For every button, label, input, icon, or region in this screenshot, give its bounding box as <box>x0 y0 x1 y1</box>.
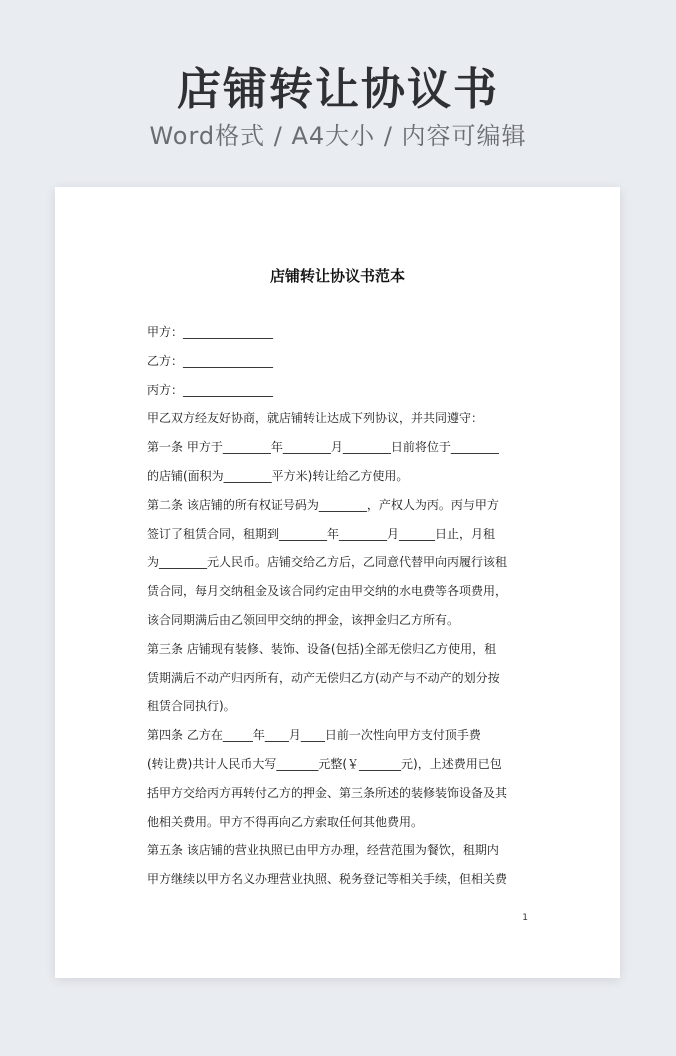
article-2-line-4: 赁合同，每月交纳租金及该合同约定由甲交纳的水电费等各项费用， <box>147 584 508 599</box>
page-number: 1 <box>522 913 528 923</box>
banner-subtitle: Word格式 / A4大小 / 内容可编辑 <box>149 122 527 150</box>
party-b-line: 乙方：_______________ <box>147 353 274 368</box>
article-1-line-1: 第一条 甲方于________年________月________日前将位于________ <box>147 440 499 455</box>
article-3-line-1: 第三条 店铺现有装修、装饰、设备(包括)全部无偿归乙方使用，租 <box>147 641 497 656</box>
article-4-line-3: 括甲方交给丙方再转付乙方的押金、第三条所述的装修装饰设备及其 <box>147 785 508 800</box>
article-4-line-1: 第四条 乙方在_____年____月____日前一次性向甲方支付顶手费 <box>147 728 481 743</box>
document-title: 店铺转让协议书范本 <box>269 267 405 285</box>
party-a-line: 甲方：_______________ <box>147 325 274 339</box>
article-4-line-4: 他相关费用。甲方不得再向乙方索取任何其他费用。 <box>147 814 424 829</box>
article-1-line-2: 的店铺(面积为________平方米)转让给乙方使用。 <box>147 468 409 483</box>
article-5-line-1: 第五条 该店铺的营业执照已由甲方办理，经营范围为餐饮，租期内 <box>147 843 499 858</box>
preamble-line: 甲乙双方经友好协商，就店铺转让达成下列协议，并共同遵守： <box>147 411 484 426</box>
party-c-line: 丙方：_______________ <box>147 382 274 397</box>
article-2-line-5: 该合同期满后由乙领回甲交纳的押金，该押金归乙方所有。 <box>147 612 460 627</box>
document-page <box>55 187 620 978</box>
article-2-line-3: 为________元人民币。店铺交给乙方后，乙同意代替甲向丙履行该租 <box>147 555 508 570</box>
article-2-line-2: 签订了租赁合同，租期到________年________月______日止，月租 <box>147 526 496 541</box>
article-3-line-3: 租赁合同执行)。 <box>147 699 236 714</box>
banner-title: 店铺转让协议书 <box>177 64 499 115</box>
article-5-line-2: 甲方继续以甲方名义办理营业执照、税务登记等相关手续，但相关费 <box>147 872 508 887</box>
article-3-line-2: 赁期满后不动产归丙所有，动产无偿归乙方(动产与不动产的划分按 <box>147 670 500 685</box>
article-2-line-1: 第二条 该店铺的所有权证号码为________，产权人为丙。丙与甲方 <box>147 497 499 512</box>
article-4-line-2: (转让费)共计人民币大写_______元整(￥_______元)，上述费用已包 <box>147 756 502 771</box>
document-body <box>147 318 531 894</box>
